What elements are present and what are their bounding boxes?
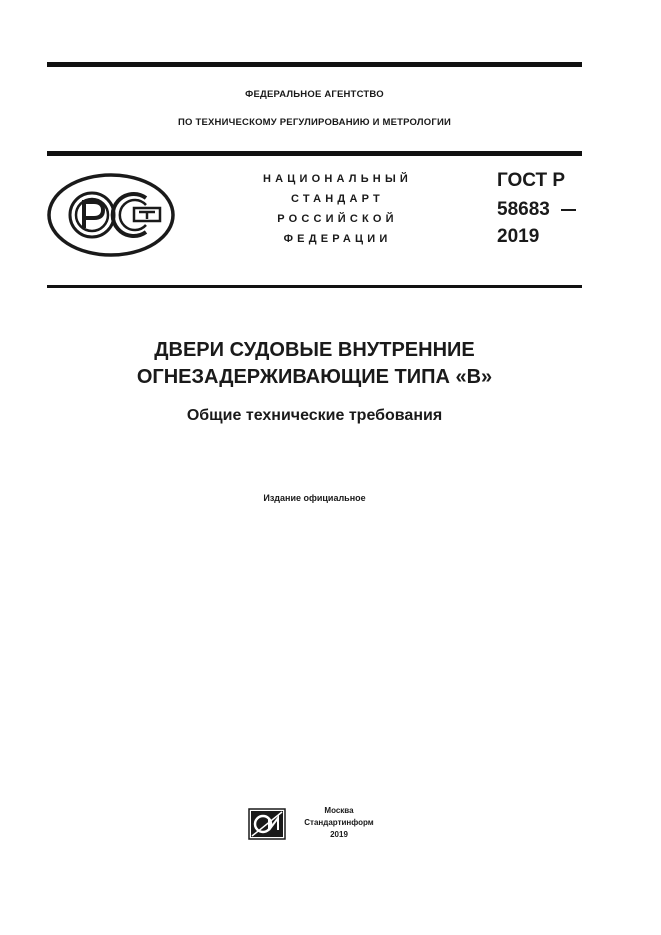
top-rule [47,62,582,67]
standartinform-logo-icon [248,808,286,840]
bottom-rule [47,285,582,288]
middle-rule [47,151,582,156]
document-title-line2: ОГНЕЗАДЕРЖИВАЮЩИЕ ТИПА «В» [136,366,493,388]
gost-number-dash [561,209,576,211]
publisher-city: Москва [324,806,354,815]
russian-label: РОССИЙСКОЙ [277,213,398,225]
publisher-name: Стандартинформ [304,818,374,827]
agency-name-line2: ПО ТЕХНИЧЕСКОМУ РЕГУЛИРОВАНИЮ И МЕТРОЛОГИИ [178,117,451,128]
gost-year: 2019 [497,226,540,247]
federation-label: ФЕДЕРАЦИИ [283,233,392,245]
publisher-year: 2019 [330,830,348,839]
standard-label: СТАНДАРТ [291,193,384,205]
edition-label: Издание официальное [263,493,366,503]
national-label: НАЦИОНАЛЬНЫЙ [262,173,413,185]
gost-r-logo-icon [46,172,176,258]
agency-name-line1: ФЕДЕРАЛЬНОЕ АГЕНТСТВО [245,89,384,100]
gost-prefix: ГОСТ Р [497,170,566,191]
document-title-line1: ДВЕРИ СУДОВЫЕ ВНУТРЕННИЕ [154,339,475,361]
document-subtitle: Общие технические требования [186,407,443,424]
gost-number: 58683 [497,199,550,220]
